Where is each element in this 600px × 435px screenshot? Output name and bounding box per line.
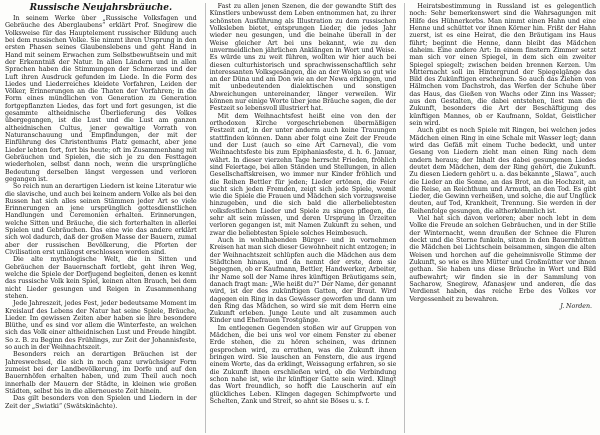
paragraph: Im entlegenen Gegenden stoßen wir auf Gruppen von Mädchen, die bei uns wol vor einem Fenster zu ebener Erde stehen, die zu hören scheinen, was drinnen gesprochen wird, zu errathen, was die Zukunft ihnen bringen wird. Sie lauschen an Fenstern, die aus irgend einem Worte, das da erklingt, Weissagung erfahren, so sie die Zukunft ihnen erschließen wird, ob die Verbindung schon nahe ist, wie ihr künftiger Gatte sein wird. Klingt das Wort freundlich, so hofft die Lauscherin auf ein glückliches Leben. Klingen dagegen Schimpfworte und Schelten, Zank und Streit, so ahnt sie Böses u. s. f. xyxy=(209,324,397,405)
paragraph: Auch gibt es noch Spiele mit Ringen, bei welchen jedes Mädchen einen Ring in eine Schale mit Wasser legt; dann wird das Gefäß mit einem Tuche bedeckt, und unter Gesang von Liedern zieht man einen Ring nach dem andern heraus; der Inhalt des dabei gesungenen Liedes deutet dem Mädchen, dem der Ring gehört, die Zukunft. Zu diesen Liedern gehört u. a. das bekannte „Slawa“, auch die Lieder an die Sonne, an das Brot, an die Hochzeit, an die Reise, an Reichthum und Armuth, an den Tod. Es gibt Lieder, die Gewinn verheißen, und solche, die auf Unglück deuten, auf Tod, Krankheit, Trennung. Sie werden in der Reihenfolge gesungen, die altherkömmlich ist. xyxy=(409,127,596,215)
paragraph: Die alte mythologische Welt, die in Sitten und Gebräuchen der Bauernschaft fortlebt, geht ihren Weg, welche die Spiele der Dorfjugend begleiten, denen es kennt das russische Volk kein Spiel, keinen alten Brauch, bei dem nicht Lieder gesungen und Reigen in Zusammenhang stehen. xyxy=(5,256,197,300)
article-title: Russische Neujahrsbräuche. xyxy=(29,3,173,13)
column-1 xyxy=(5,3,197,433)
author-signature: J. Norden. xyxy=(560,302,592,310)
column-3 xyxy=(404,3,596,433)
paragraph: Jede Jahreszeit, jedes Fest, jeder bedeutsame Moment im Kreislauf des Lebens der Natur hat seine Spiele, Bräuche, Lieder. Im gewissen Zeiten aber haben sie ihre besondere Blüthe, und es sind vor allem die Winterfeste, an welchen sich das Volk einer altheidnischen Lust und Freude hingibt. So z. B. zu Beginn des Frühlings, zur Zeit der Johannisfeste, so auch in der Weihnachtszeit. xyxy=(5,300,197,352)
column-2 xyxy=(205,3,397,433)
paragraph: Viel hat sich davon verloren; aber noch lebt in dem Volke die Freude an solchen Gebräuchen, und in der Stille der Winternacht, wenn draußen der Schnee die Fluren deckt und die Sterne funkeln, sitzen in den Bauernhütten die Mädchen bei Lichtschein beisammen, singen die alten Weisen und horchen auf die geheimnisvolle Stimme der Zukunft, so wie es ihre Mütter und Großmütter vor ihnen gethan. Sie haben uns diese Bräuche in Wort und Bild aufbewahrt; wir finden sie in der Sammlung von Sacharow, Snegirew, Afanasjew und anderen, die das Verdienst haben, das reiche Erbe des Volkes vor Vergessenheit zu bewahren. xyxy=(409,215,596,303)
paragraph: Mit dem Weihnachtsfest heißt eine von den der orthodoxen Kirche vorgeschriebenen übermäßigen Festzeit auf, in der unter anderm auch keine Trauungen stattfinden können. Dann aber folgt eine Zeit der Freude und der Lust (auch so eine Art Carneval), die vom Weihnachtsfeste bis zum Epiphaniasfeste, d. h. 6. Januar, währt. In dieser vierzehn Tage herrscht Frieden, fröhlich sind Feiertage, bei allen Ständen und Stellungen, in allen Gesellschaftskreisen, wo immer nur Kinder fröhlich und die Reihen Bettler für jeden; Lieder ertönen, die Feier sucht sich jeden Fremden, zeigt sich jede Spiele, womit wie die Spiele die Frauen und Mädchen sich vorzugsweise hinzugeben, und die sich bald die allerbeliebtesten volksfestlichen Lieder und Spiele zu singen pflegen, die sehr alt sein müssen, und deren Ursprung in Urzeiten verloren gegangen ist, mit Namen Zukunft zu sehen, und zwar die beliebtesten Spiele solches Heimbesuch. xyxy=(209,112,397,237)
paragraph: In seinem Werke über „Russische Volksfagen und Gebräuche des Aberglaubens“ erklärt Prof. Snegirew die Volksweise für das Hauptelement russischer Bildung auch bei dem russischen Volke. Sie nimmt ihren Ursprung in den ersten Phasen seines Glaubenslebens und geht Hand in Hand mit seinem Erwachen zum Selbstbewußtsein und mit der Erkenntniß der Natur. In allen Ländern und in allen Sprachen haben die Stimmungen der Schmerzes und der Luft ihren Ausdruck gefunden im Liede. In die Form des Liedes und Liederreiches kleidete Vorfahren, Leiden der Völker, Erinnerungen an die Thaten der Vorfahren; in die Form eines mündlichen von Generation zu Generation fortgepflanzten Liedes, das fort und fort gesungen, ist die gesammte altheidnische Überlieferung des Volkes übergegangen, ist die Lust und die Lust am ganzen altheidnischen Cultus, jener gewaltige Vorrath von Naturanschauung und Empfindungen, der mit der Einführung des Christenthums Platz gemacht, aber jene Lieder lebten fort, fort bis heute; oft im Zusammenhang mit Gebräuchen und Spielen, die sich je zu den Festtagen wiederholen, selbst dann noch, wenn die ursprüngliche Bedeutung derselben längst vergessen und verloren gegangen ist. xyxy=(5,15,197,183)
paragraph: So reich nun an derartigen Liedern ist keine Literatur wie die slavische, und auch bei keinem andern Volke als bei den Russen hat sich alles seinen Stämmen jeder Art so viele Erinnerungen an jene ursprünglich gottesdienstlichen Handlungen und Ceremonien erhalten. Erinnerungen, welche Sitten und Bräuche, die sich forterhalten in allerlei Spielen und Gebräuchen. Das eine wie das andere erklärt sich wol dadurch, daß der großen Masse der Bauern, zumal aber der russischen Bevölkerung, die Pforten der Civilisation erst unlängst erschlossen worden sind. xyxy=(5,183,197,256)
paragraph: Heiratsbestimmung in Russland ist es gelegentlich noch: Sehr bemerkenswert sind die Wahrsagungen mit Hilfe des Hühnerkorbs. Man nimmt einen Hahn und eine Henne und schüttet vor ihnen Körner hin. Frißt der Hahn zuerst, ist es eine Heirat, die den Bräutigam ins Haus führt; beginnt die Henne, dann bleibt das Mädchen daheim. Eine andere Art: In einem finstern Zimmer setzt man sich vor einen Spiegel, in dem sich ein zweiter Spiegel spiegelt; zwischen beiden brennen Kerzen. Um Mitternacht soll im Hintergrund der Spiegelgänge das Bild des Zukünftigen erscheinen. So auch das Ziehen von Hälmchen vom Dachstroh, das Werfen der Schuhe über das Haus, das Gießen von Wachs oder Zinn ins Wasser; aus den Gestalten, die dabei entstehen, liest man die Zukunft, besonders die Art der Beschäftigung des künftigen Mannes, ob er Kaufmann, Soldat, Geistlicher sein wird. xyxy=(409,3,596,127)
paragraph: Besonders reich an derartigen Bräuchen ist der Jahreswechsel, die sich in noch ganz urwüchsiger Form zumeist bei der Landbevölkerung, im Dorfe und auf den Bauernhöfen erhalten haben, und zum Theil auch noch innerhalb der Mauern der Städte, in kleinen wie großen Städten, selbst bis in die allerneueste Zeit hinein. xyxy=(5,351,197,395)
paragraph: Fast zu allen jenen Szenen, die der gewandte Stift des Künstlers unbewusst dem Leben entnommen hat, zu ihrer schönsten Ausführung als Illustration zu dem russischen Volksleben bietet, entsprungen Lieder, die jedes Jahr wieder neu gesungen, und die beinahe überall in der Weise gleicher Art bei uns bekannt, wie zu den unvermeidlichen jährlichen Anklängen in Wort und Weise. Es würde uns zu weit führen, wollten wir hier auch bei diesen culturhistorisch und sprachwissenschaftlich sehr interessanten Volksgesängen, die an der Wolga so gut wie an der Düna und am Don wie an der Newa erklingen, und mit unbedeutenden dialektischen und sonstigen Abweichungen untereinander, länger verweilen. Wir können nur einige Worte über jene Bräuche sagen, die der Festzeit so lebensvoll illustriert hat. xyxy=(209,3,397,113)
paragraph: Auch in wohlhabenden Bürger- und in vornehmen Kreisen hat man sich dieser Gewohnheit nicht entzogen; in der Weihnachtszeit schlüpfen auch die Mädchen aus dem Städtchen hinaus, und da nennt der erste, dem sie begegnen, ob er Kaufmann, Bettler, Handwerker, Arbeiter, ihr Name soll der Name ihres künftigen Bräutigams sein, danach fragt man: „Wie heißt du?“ Der Name, der genannt wird, ist der des zukünftigen Gatten, der Braut. Wird dagegen ein Ring in das Gewässer geworfen und dann um den Ring das Mädchen, so wird sie mit dem Herrn eine Zukunft erleben. Junge Leute und alt zusammen auch Kinder und Ehefrauen Trostgänge. xyxy=(209,237,397,325)
paragraph: Das gilt besonders von den Spielen und Liedern in der Zeit der „Swiatki“ (Swätskinächte). xyxy=(5,395,197,410)
